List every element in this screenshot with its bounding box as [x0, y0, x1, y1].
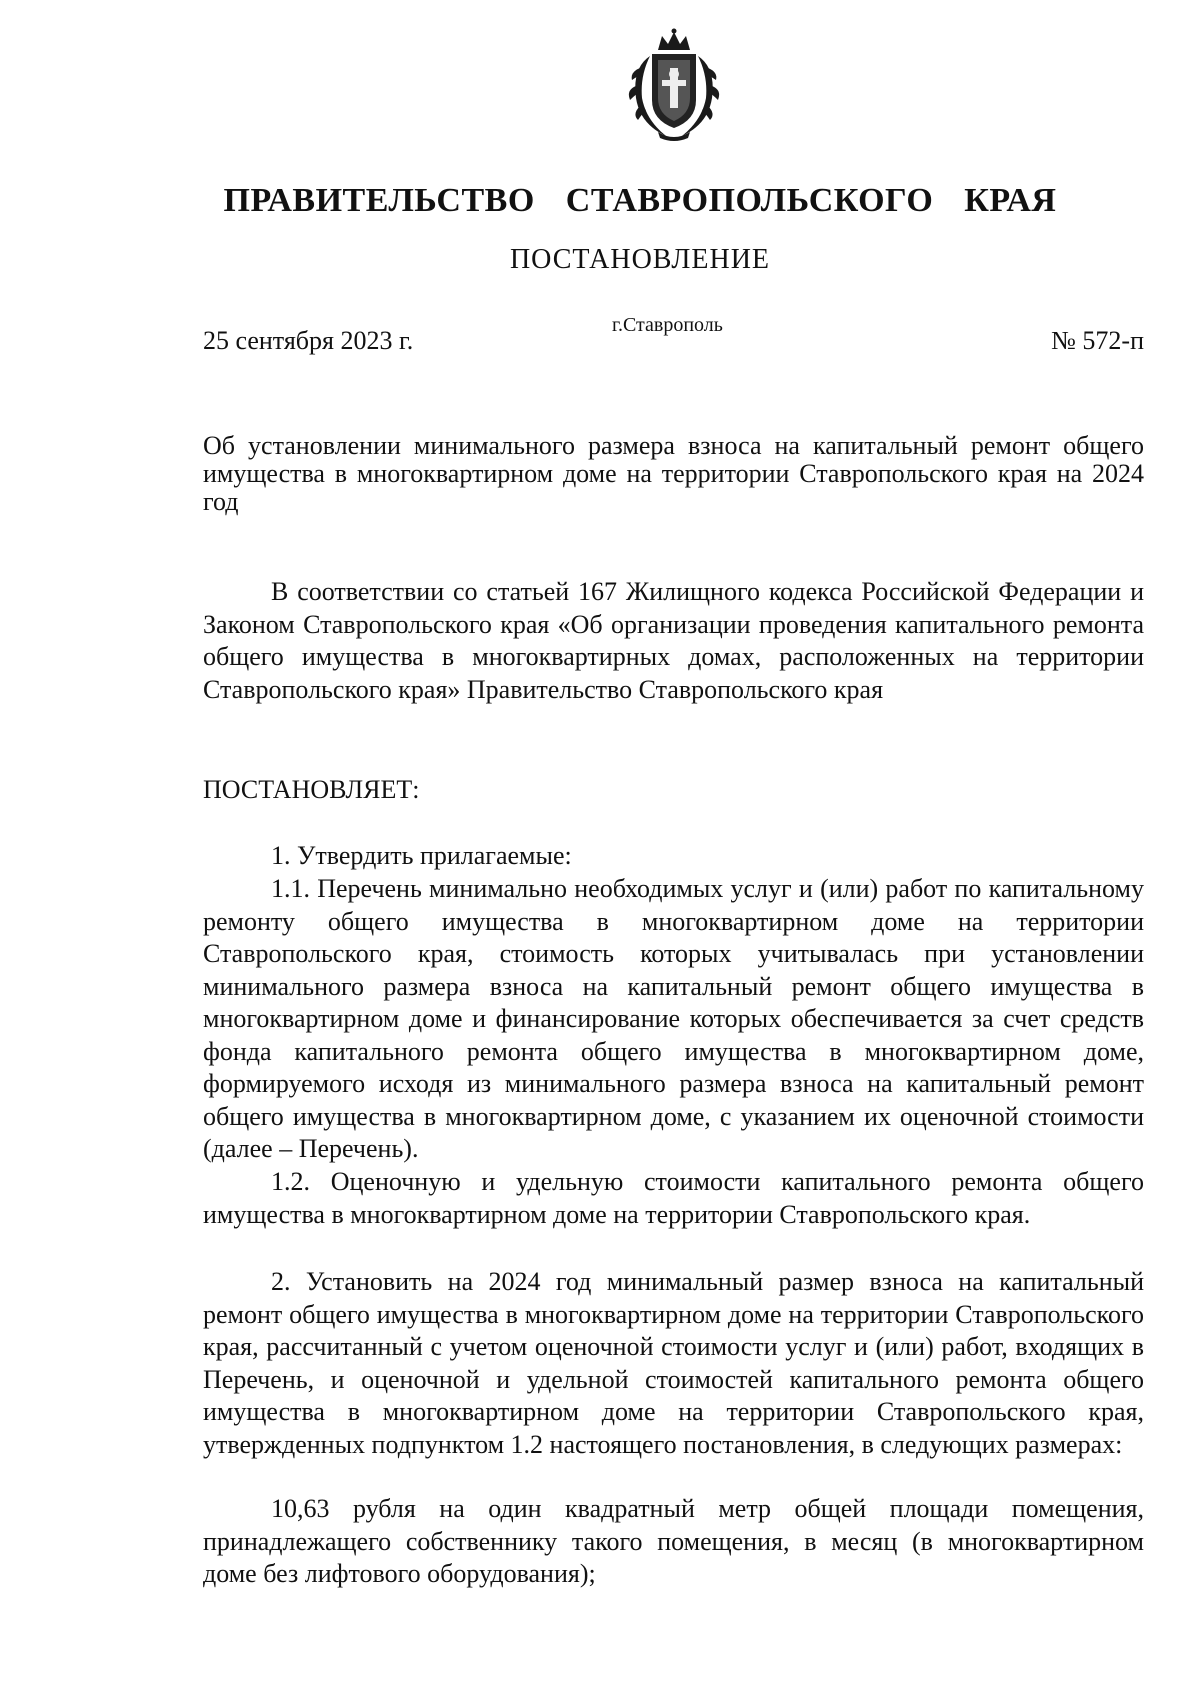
preamble-paragraph: В соответствии со статьей 167 Жилищного кодекса Российской Федерации и Законом Ставропольского края «Об организации проведения капитального ремонта общего имущества в многоквартирных домах, расположенных на территории Ставропольского края» Правительство Ставропольского края [203, 577, 1144, 704]
document-number: № 572-п [1051, 326, 1144, 355]
document-city: г.Ставрополь [612, 314, 723, 336]
clause-2: 2. Установить на 2024 год минимальный размер взноса на капитальный ремонт общего имущества в многоквартирном доме на территории Ставропольского края, рассчитанный с учетом оценочной стоимости услуг и (или) работ, входящих в Перечень, и оценочной и удельной стоимостей капитального ремонта общего имущества в многоквартирном доме на территории Ставропольского края, утвержденных подпунктом 1.2 настоящего постановления, в следующих размерах: [203, 1267, 1144, 1459]
clause-1-2: 1.2. Оценочную и удельную стоимости капитального ремонта общего имущества в многоквартирном доме на территории Ставропольского края. [203, 1167, 1144, 1229]
document-subject: Об установлении минимального размера взноса на капитальный ремонт общего имущества в многоквартирном доме на территории Ставропольского края на 2024 год [203, 431, 1144, 516]
rate-no-lift: 10,63 рубля на один квадратный метр общей площади помещения, принадлежащего собственнику такого помещения, в месяц (в многоквартирном доме без лифтового оборудования); [203, 1494, 1144, 1588]
government-title: ПРАВИТЕЛЬСТВО СТАВРОПОЛЬСКОГО КРАЯ [223, 182, 1057, 219]
clause-1: 1. Утвердить прилагаемые: [271, 841, 572, 870]
document-date: 25 сентября 2023 г. [203, 326, 414, 355]
document-type: ПОСТАНОВЛЕНИЕ [509, 244, 771, 275]
coat-of-arms-icon [628, 28, 720, 143]
decree-heading: ПОСТАНОВЛЯЕТ: [203, 775, 420, 804]
clause-1-1: 1.1. Перечень минимально необходимых услуг и (или) работ по капитальному ремонту общего имущества в многоквартирном доме на территории Ставропольского края, стоимость которых учитывалась при установлении минимального размера взноса на капитальный ремонт общего имущества в многоквартирном доме и финансирование которых обеспечивается за счет средств фонда капитального ремонта общего имущества в многоквартирном доме, формируемого исходя из минимального размера взноса на капитальный ремонт общего имущества в многоквартирном доме, с указанием их оценочной стоимости (далее – Перечень). [203, 874, 1144, 1163]
